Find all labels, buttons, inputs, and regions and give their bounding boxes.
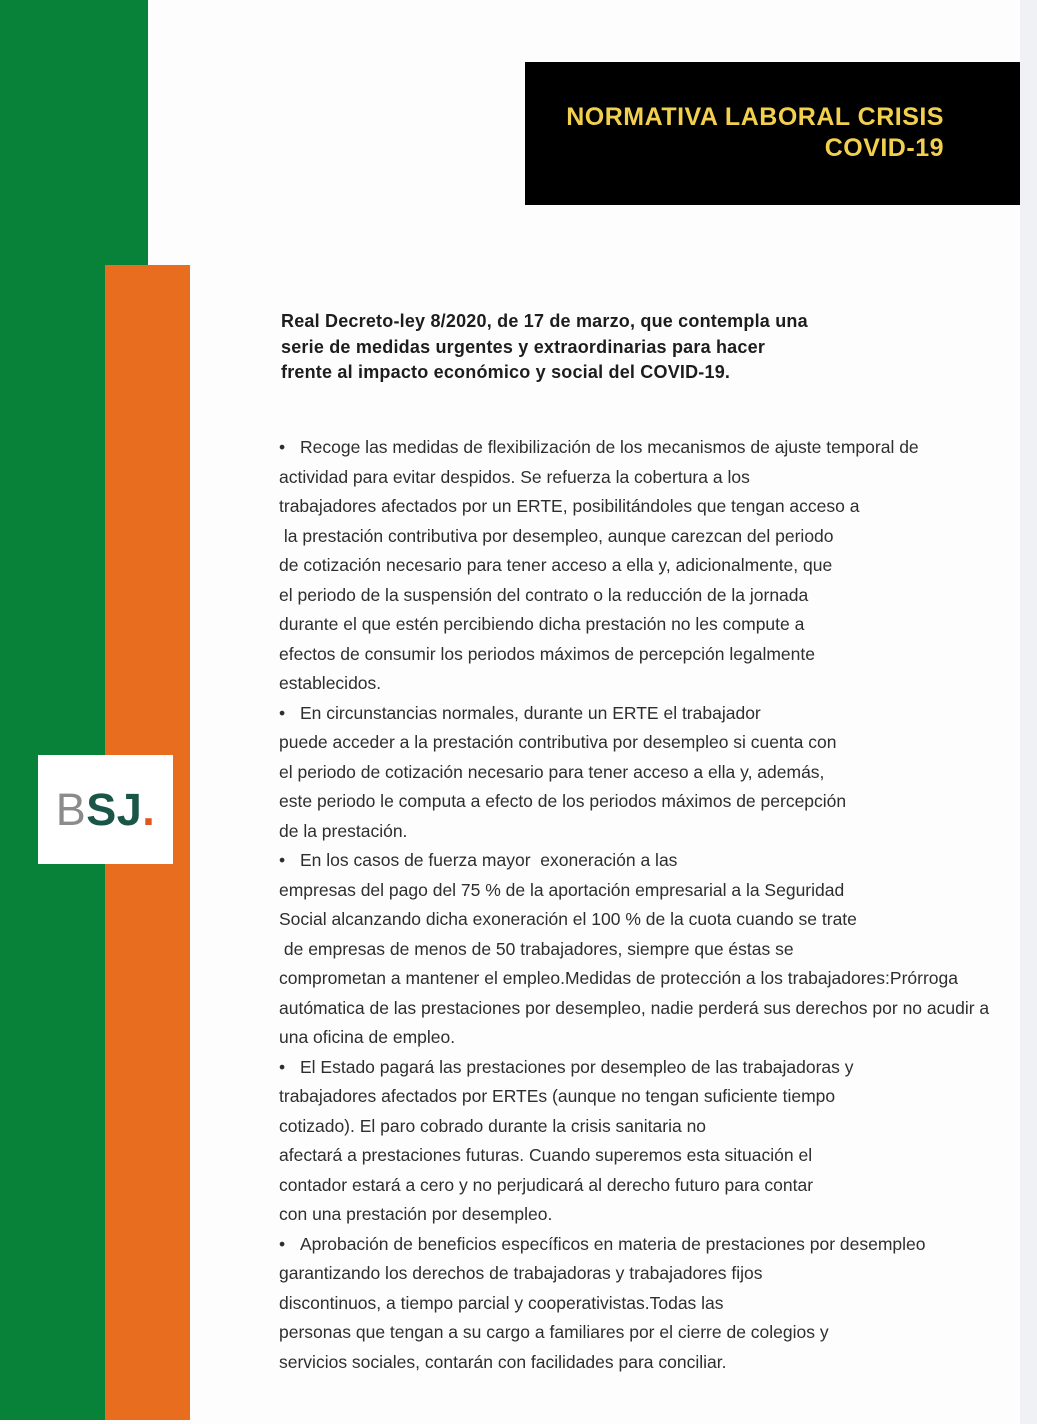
bullet-icon: • [279,702,286,723]
bullet-list [279,433,990,1377]
document-title-line1: NORMATIVA LABORAL CRISIS [566,103,944,131]
bullet-item: • Recoge las medidas de flexibilización de los mecanismos de ajuste temporal de actividad para evitar despidos. Se refuerza la cobertura a los trabajadores afectados por un ERTE, posibilitándoles que tengan acceso a la prestación contributiva por desempleo, aunque carezcan del periodo de cotización necesario para tener acceso a ella y, adicionalmente, que el periodo de la suspensión del contrato o la reducción de la jornada durante el que estén percibiendo dicha prestación no les compute a efectos de consumir los periodos máximos de percepción legalmente establecidos. [279,433,979,699]
bullet-icon: • [279,1233,286,1254]
bullet-icon: • [279,850,286,870]
logo-letters-sj: SJ [86,783,143,835]
bullet-icon: • [279,1056,286,1077]
page-edge-strip [1020,0,1037,1424]
title-banner [525,62,1020,205]
intro-heading: Real Decreto-ley 8/2020, de 17 de marzo, que contempla una serie de medidas urgentes y extraordinarias para hacer frente al impacto económico y social del COVID-19. [281,311,808,382]
document-title-line2: COVID-19 [824,134,944,162]
bullet-item: • En circunstancias normales, durante un ERTE el trabajador puede acceder a la prestación contributiva por desempleo si cuenta con el periodo de cotización necesario para tener acceso a ella y, además, este periodo le computa a efecto de los periodos máximos de percepción de la prestación. [279,699,979,847]
bsj-logo [38,755,173,864]
bullet-item: • El Estado pagará las prestaciones por desempleo de las trabajadoras y trabajadores afectados por ERTEs (aunque no tengan suficiente tiempo cotizado). El paro cobrado durante la crisis sanitaria no afectará a prestaciones futuras. Cuando superemos esta situación el contador estará a cero y no perjudicará al derecho futuro para contar con una prestación por desempleo. [279,1053,979,1230]
bullet-item: • En los casos de fuerza mayor exoneración a las empresas del pago del 75 % de la aportación empresarial a la Seguridad Social alcanzando dicha exoneración el 100 % de la cuota cuando se trate de empresas de menos de 50 trabajadores, siempre que éstas se comprometan a mantener el empleo.Medidas de protección a los trabajadores:Prórroga autómatica de las prestaciones por desempleo, nadie perderá sus derechos por no acudir a una oficina de empleo. [279,846,979,1053]
bullet-item: • Aprobación de beneficios específicos en materia de prestaciones por desempleo garantizando los derechos de trabajadoras y trabajadores fijos discontinuos, a tiempo parcial y cooperativistas.Todas las personas que tengan a su cargo a familiares por el cierre de colegios y servicios sociales, contarán con facilidades para conciliar. [279,1230,979,1378]
logo-dot: . [142,783,156,835]
bullet-icon: • [279,437,286,457]
logo-letter-b: B [55,783,87,835]
